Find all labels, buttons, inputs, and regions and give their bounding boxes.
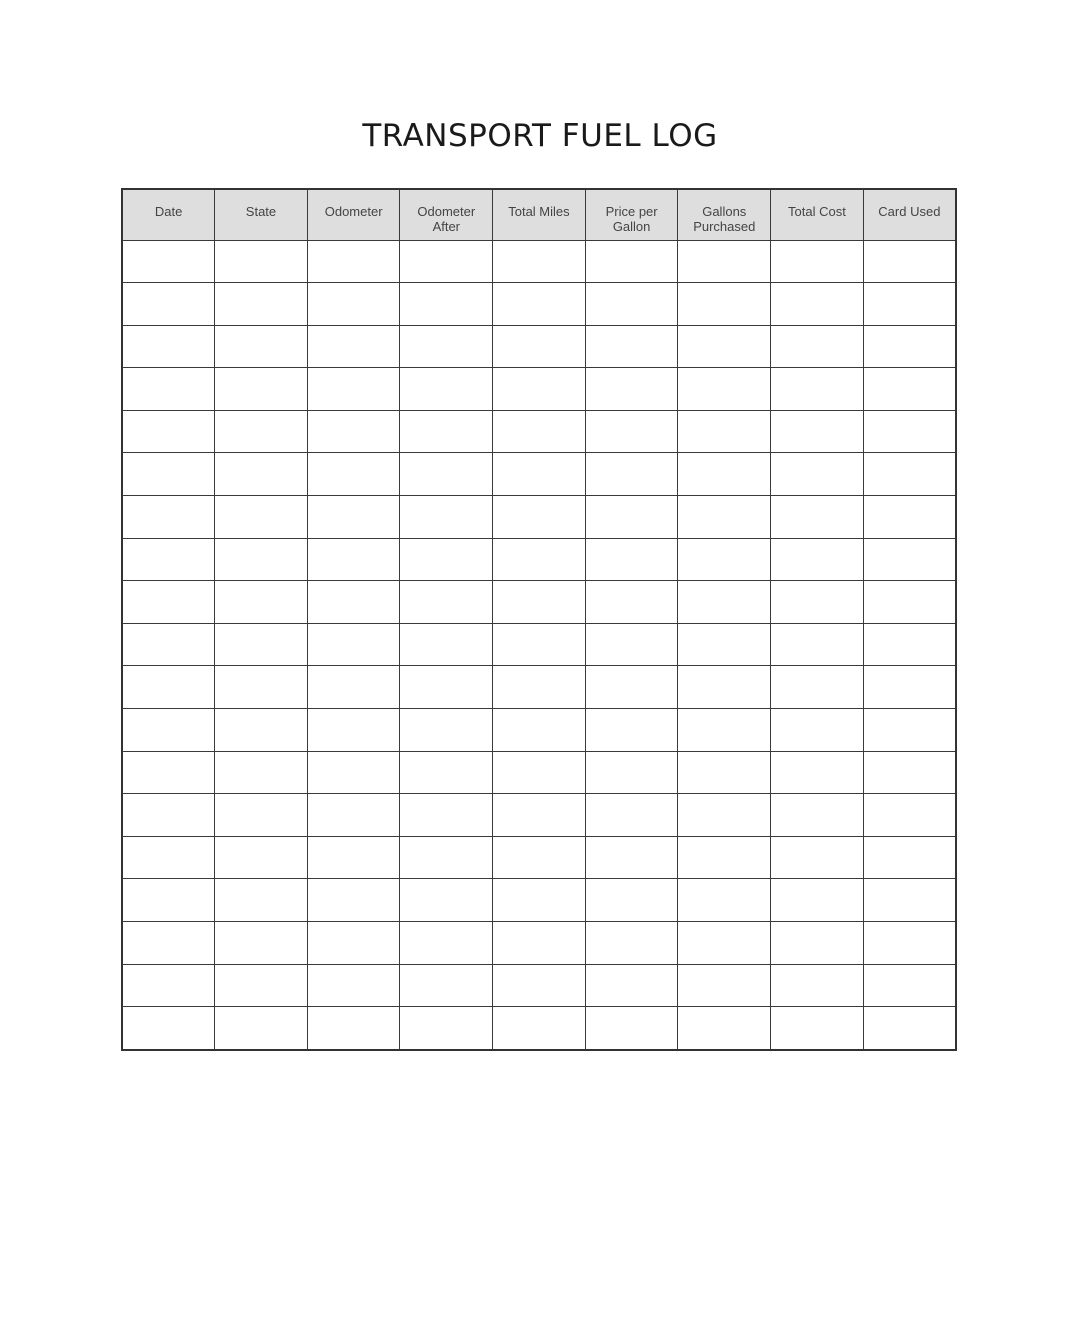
table-cell[interactable] xyxy=(400,325,493,368)
table-row xyxy=(122,666,956,709)
table-cell[interactable] xyxy=(585,922,678,965)
table-cell[interactable] xyxy=(400,453,493,496)
table-cell[interactable] xyxy=(122,879,215,922)
table-row xyxy=(122,496,956,539)
table-cell[interactable] xyxy=(585,964,678,1007)
table-cell[interactable] xyxy=(493,794,586,837)
table-cell[interactable] xyxy=(771,794,864,837)
table-cell[interactable] xyxy=(400,666,493,709)
table-cell[interactable] xyxy=(585,581,678,624)
table-cell[interactable] xyxy=(307,410,400,453)
table-cell[interactable] xyxy=(122,964,215,1007)
table-cell[interactable] xyxy=(678,1007,771,1050)
table-row xyxy=(122,922,956,965)
table-cell[interactable] xyxy=(771,496,864,539)
table-row xyxy=(122,709,956,752)
table-cell[interactable] xyxy=(400,1007,493,1050)
table-cell[interactable] xyxy=(493,325,586,368)
table-cell[interactable] xyxy=(400,538,493,581)
table-cell[interactable] xyxy=(307,964,400,1007)
table-cell[interactable] xyxy=(678,410,771,453)
table-cell[interactable] xyxy=(585,453,678,496)
table-cell[interactable] xyxy=(585,538,678,581)
table-cell[interactable] xyxy=(215,581,308,624)
table-cell[interactable] xyxy=(493,538,586,581)
table-cell[interactable] xyxy=(122,1007,215,1050)
table-row xyxy=(122,368,956,411)
table-cell[interactable] xyxy=(678,836,771,879)
table-row xyxy=(122,581,956,624)
column-header-total-miles: Total Miles xyxy=(493,189,586,240)
table-cell[interactable] xyxy=(215,1007,308,1050)
table-cell[interactable] xyxy=(863,453,956,496)
table-cell[interactable] xyxy=(771,623,864,666)
table-cell[interactable] xyxy=(215,794,308,837)
table-cell[interactable] xyxy=(585,709,678,752)
table-cell[interactable] xyxy=(678,240,771,283)
table-cell[interactable] xyxy=(122,666,215,709)
table-cell[interactable] xyxy=(307,623,400,666)
table-cell[interactable] xyxy=(863,1007,956,1050)
table-cell[interactable] xyxy=(678,666,771,709)
table-cell[interactable] xyxy=(400,964,493,1007)
table-cell[interactable] xyxy=(307,283,400,326)
table-cell[interactable] xyxy=(493,623,586,666)
table-cell[interactable] xyxy=(678,964,771,1007)
column-header-state: State xyxy=(215,189,308,240)
table-cell[interactable] xyxy=(863,623,956,666)
table-cell[interactable] xyxy=(307,836,400,879)
table-cell[interactable] xyxy=(122,325,215,368)
table-cell[interactable] xyxy=(678,794,771,837)
table-cell[interactable] xyxy=(400,496,493,539)
table-cell[interactable] xyxy=(678,453,771,496)
table-cell[interactable] xyxy=(307,453,400,496)
table-cell[interactable] xyxy=(863,325,956,368)
table-cell[interactable] xyxy=(771,964,864,1007)
column-header-date: Date xyxy=(122,189,215,240)
table-row xyxy=(122,623,956,666)
table-cell[interactable] xyxy=(585,283,678,326)
table-cell[interactable] xyxy=(771,879,864,922)
table-cell[interactable] xyxy=(493,410,586,453)
table-cell[interactable] xyxy=(863,666,956,709)
table-cell[interactable] xyxy=(307,751,400,794)
table-cell[interactable] xyxy=(215,836,308,879)
table-cell[interactable] xyxy=(122,922,215,965)
table-cell[interactable] xyxy=(678,879,771,922)
table-cell[interactable] xyxy=(307,794,400,837)
table-cell[interactable] xyxy=(215,751,308,794)
table-cell[interactable] xyxy=(493,368,586,411)
table-row xyxy=(122,879,956,922)
page-title: TRANSPORT FUEL LOG xyxy=(362,118,718,154)
table-cell[interactable] xyxy=(863,836,956,879)
table-cell[interactable] xyxy=(493,666,586,709)
table-cell[interactable] xyxy=(307,325,400,368)
table-cell[interactable] xyxy=(122,709,215,752)
table-cell[interactable] xyxy=(863,368,956,411)
table-cell[interactable] xyxy=(771,666,864,709)
table-cell[interactable] xyxy=(678,325,771,368)
table-cell[interactable] xyxy=(678,751,771,794)
table-cell[interactable] xyxy=(307,581,400,624)
table-cell[interactable] xyxy=(771,410,864,453)
table-cell[interactable] xyxy=(493,240,586,283)
table-cell[interactable] xyxy=(863,581,956,624)
table-cell[interactable] xyxy=(585,325,678,368)
table-row xyxy=(122,836,956,879)
table-cell[interactable] xyxy=(585,836,678,879)
table-cell[interactable] xyxy=(215,964,308,1007)
table-cell[interactable] xyxy=(863,879,956,922)
table-cell[interactable] xyxy=(771,836,864,879)
table-row xyxy=(122,964,956,1007)
table-cell[interactable] xyxy=(400,794,493,837)
column-header-gallons-purchased: Gallons Purchased xyxy=(678,189,771,240)
table-cell[interactable] xyxy=(585,410,678,453)
table-cell[interactable] xyxy=(771,581,864,624)
table-cell[interactable] xyxy=(307,368,400,411)
table-cell[interactable] xyxy=(863,751,956,794)
table-cell[interactable] xyxy=(493,1007,586,1050)
table-cell[interactable] xyxy=(215,922,308,965)
table-cell[interactable] xyxy=(215,879,308,922)
header-row xyxy=(122,189,956,240)
table-row xyxy=(122,410,956,453)
table-cell[interactable] xyxy=(678,623,771,666)
table-cell[interactable] xyxy=(400,368,493,411)
table-cell[interactable] xyxy=(771,240,864,283)
column-header-odometer: Odometer xyxy=(307,189,400,240)
table-cell[interactable] xyxy=(400,879,493,922)
table-cell[interactable] xyxy=(863,538,956,581)
table-cell[interactable] xyxy=(493,453,586,496)
table-cell[interactable] xyxy=(493,879,586,922)
table-cell[interactable] xyxy=(771,922,864,965)
table-cell[interactable] xyxy=(678,283,771,326)
column-header-total-cost: Total Cost xyxy=(771,189,864,240)
table-row xyxy=(122,453,956,496)
table-cell[interactable] xyxy=(493,581,586,624)
table-cell[interactable] xyxy=(307,538,400,581)
table-cell[interactable] xyxy=(215,453,308,496)
table-cell[interactable] xyxy=(771,1007,864,1050)
table-cell[interactable] xyxy=(863,922,956,965)
table-cell[interactable] xyxy=(678,368,771,411)
table-cell[interactable] xyxy=(307,666,400,709)
table-cell[interactable] xyxy=(400,581,493,624)
table-cell[interactable] xyxy=(215,283,308,326)
table-cell[interactable] xyxy=(215,623,308,666)
table-cell[interactable] xyxy=(400,836,493,879)
table-cell[interactable] xyxy=(863,794,956,837)
table-cell[interactable] xyxy=(215,666,308,709)
table-row xyxy=(122,538,956,581)
fuel-log-table xyxy=(121,188,957,1051)
table-cell[interactable] xyxy=(307,496,400,539)
table-cell[interactable] xyxy=(585,623,678,666)
table-cell[interactable] xyxy=(863,496,956,539)
table-cell[interactable] xyxy=(122,751,215,794)
table-cell[interactable] xyxy=(585,496,678,539)
table-cell[interactable] xyxy=(400,922,493,965)
table-cell[interactable] xyxy=(122,283,215,326)
table-cell[interactable] xyxy=(771,751,864,794)
table-cell[interactable] xyxy=(493,836,586,879)
table-cell[interactable] xyxy=(307,240,400,283)
table-cell[interactable] xyxy=(122,623,215,666)
table-cell[interactable] xyxy=(215,325,308,368)
table-cell[interactable] xyxy=(122,581,215,624)
table-cell[interactable] xyxy=(215,368,308,411)
table-cell[interactable] xyxy=(122,538,215,581)
table-cell[interactable] xyxy=(400,283,493,326)
table-cell[interactable] xyxy=(122,794,215,837)
column-header-price-per-gallon: Price per Gallon xyxy=(585,189,678,240)
table-cell[interactable] xyxy=(678,538,771,581)
table-cell[interactable] xyxy=(307,922,400,965)
table-cell[interactable] xyxy=(585,879,678,922)
table-cell[interactable] xyxy=(771,283,864,326)
table-cell[interactable] xyxy=(585,794,678,837)
table-cell[interactable] xyxy=(678,581,771,624)
table-cell[interactable] xyxy=(678,496,771,539)
table-cell[interactable] xyxy=(122,240,215,283)
table-cell[interactable] xyxy=(215,709,308,752)
table-cell[interactable] xyxy=(771,538,864,581)
column-header-card-used: Card Used xyxy=(863,189,956,240)
table-cell[interactable] xyxy=(400,709,493,752)
table-cell[interactable] xyxy=(493,496,586,539)
table-cell[interactable] xyxy=(215,410,308,453)
table-cell[interactable] xyxy=(771,325,864,368)
table-cell[interactable] xyxy=(307,879,400,922)
table-row xyxy=(122,794,956,837)
table-cell[interactable] xyxy=(493,964,586,1007)
table-cell[interactable] xyxy=(400,410,493,453)
table-cell[interactable] xyxy=(771,709,864,752)
table-cell[interactable] xyxy=(307,1007,400,1050)
log-body xyxy=(122,240,956,1050)
table-cell[interactable] xyxy=(585,1007,678,1050)
table-cell[interactable] xyxy=(863,240,956,283)
table-cell[interactable] xyxy=(585,368,678,411)
table-cell[interactable] xyxy=(215,496,308,539)
table-cell[interactable] xyxy=(307,709,400,752)
table-cell[interactable] xyxy=(493,709,586,752)
table-row xyxy=(122,325,956,368)
table-cell[interactable] xyxy=(122,368,215,411)
table-cell[interactable] xyxy=(215,240,308,283)
table-row xyxy=(122,1007,956,1050)
table-cell[interactable] xyxy=(863,709,956,752)
table-cell[interactable] xyxy=(771,453,864,496)
table-row xyxy=(122,240,956,283)
table-cell[interactable] xyxy=(122,453,215,496)
table-cell[interactable] xyxy=(493,922,586,965)
table-cell[interactable] xyxy=(122,410,215,453)
table-cell[interactable] xyxy=(678,709,771,752)
table-cell[interactable] xyxy=(863,283,956,326)
table-row xyxy=(122,751,956,794)
column-header-odometer-after: Odometer After xyxy=(400,189,493,240)
table-cell[interactable] xyxy=(863,410,956,453)
table-cell[interactable] xyxy=(493,751,586,794)
table-cell[interactable] xyxy=(585,240,678,283)
table-cell[interactable] xyxy=(122,836,215,879)
table-cell[interactable] xyxy=(863,964,956,1007)
table-row xyxy=(122,283,956,326)
table-cell[interactable] xyxy=(400,240,493,283)
table-cell[interactable] xyxy=(122,496,215,539)
table-cell[interactable] xyxy=(678,922,771,965)
table-cell[interactable] xyxy=(400,623,493,666)
table-cell[interactable] xyxy=(771,368,864,411)
table-cell[interactable] xyxy=(585,751,678,794)
table-cell[interactable] xyxy=(215,538,308,581)
table-cell[interactable] xyxy=(400,751,493,794)
table-cell[interactable] xyxy=(493,283,586,326)
table-cell[interactable] xyxy=(585,666,678,709)
